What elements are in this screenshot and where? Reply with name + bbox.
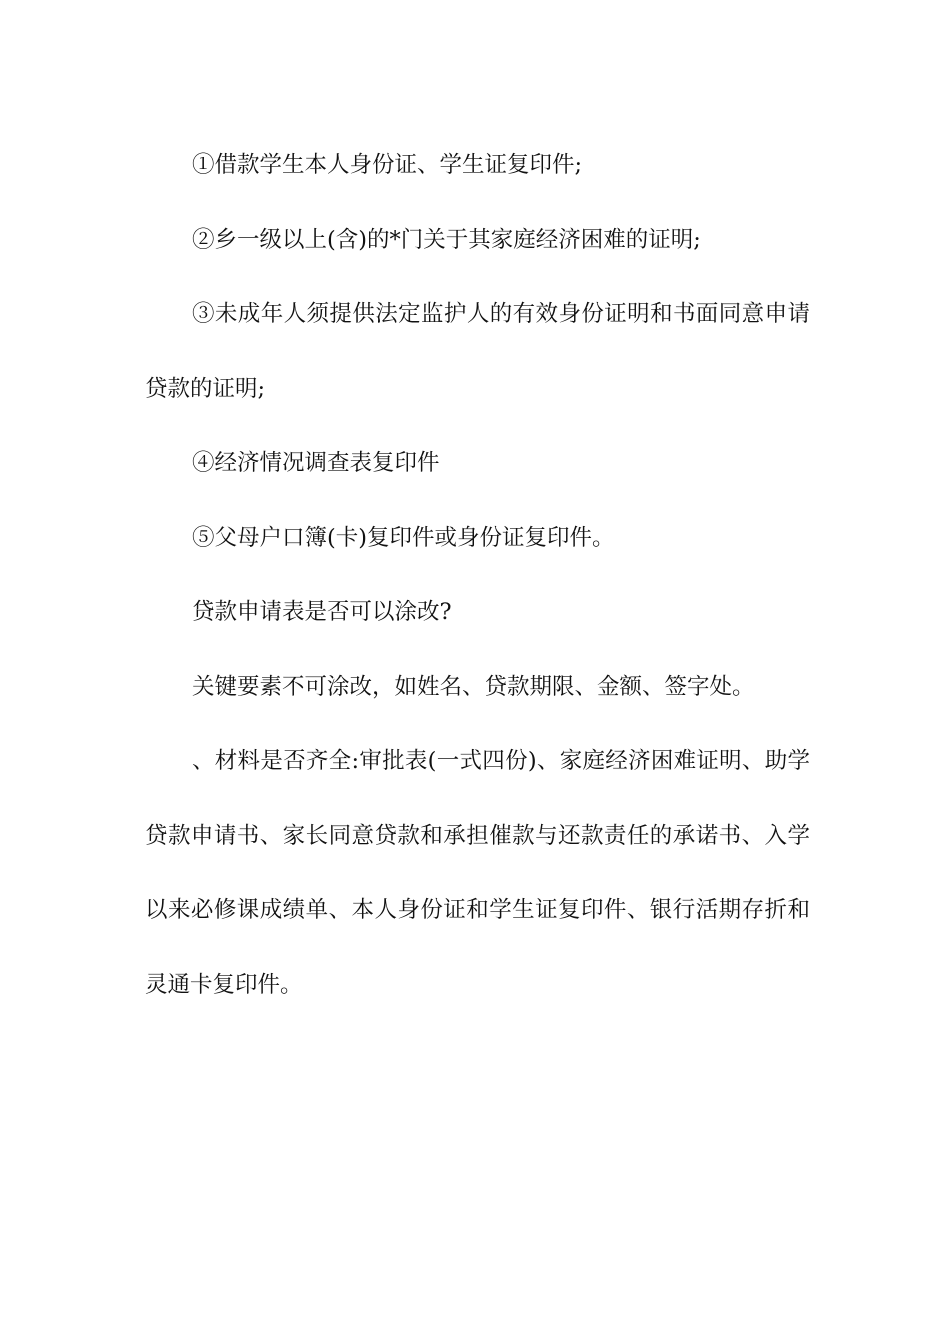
paragraph-item-5: ⑤父母户口簿(卡)复印件或身份证复印件。 bbox=[192, 524, 615, 551]
paragraph-answer: 关键要素不可涂改，如姓名、贷款期限、金额、签字处。 bbox=[192, 673, 755, 700]
paragraph-materials: 、材料是否齐全:审批表(一式四份)、家庭经济困难证明、助学贷款申请书、家长同意贷款和承担催款与还款责任的承诺书、入学以来必修课成绩单、本人身份证和学生证复印件、银行活期存折和灵通卡复印件。 bbox=[145, 748, 810, 998]
paragraph-item-2: ②乡一级以上(含)的*门关于其家庭经济困难的证明; bbox=[192, 226, 701, 253]
document-body bbox=[145, 128, 810, 1022]
paragraph-question: 贷款申请表是否可以涂改? bbox=[192, 599, 452, 625]
paragraph-item-1: ①借款学生本人身份证、学生证复印件; bbox=[192, 152, 583, 178]
paragraph-item-4: ④经济情况调查表复印件 bbox=[192, 450, 440, 476]
paragraph-item-3: ③未成年人须提供法定监护人的有效身份证明和书面同意申请贷款的证明; bbox=[145, 301, 810, 402]
